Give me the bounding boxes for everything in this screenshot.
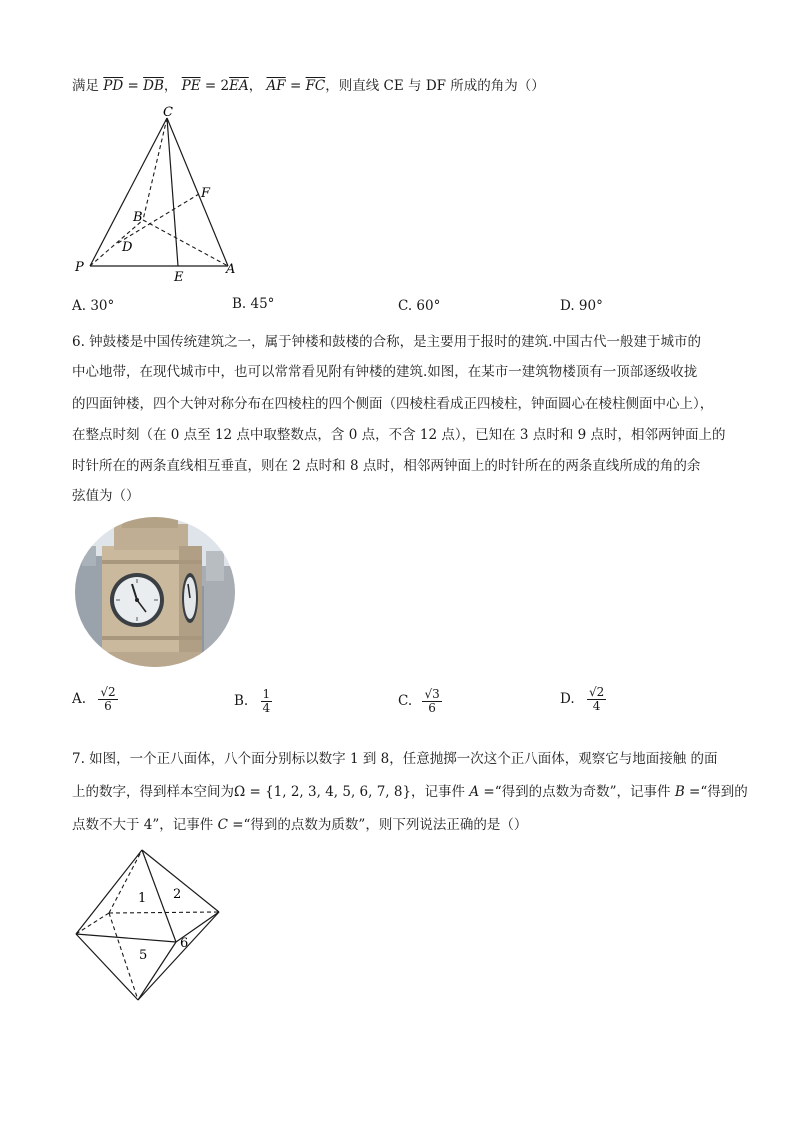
octahedron-figure — [72, 846, 228, 1006]
q5-option-a: A. 30° — [72, 298, 115, 314]
label-a: A — [226, 262, 236, 277]
label-d: D — [122, 240, 133, 255]
face-2-label: 2 — [173, 887, 182, 902]
q6-line-1: 6. 钟鼓楼是中国传统建筑之一，属于钟楼和鼓楼的合称，是主要用于报时的建筑.中国古代一般建于城市的 — [72, 334, 701, 350]
face-1-label: 1 — [138, 891, 147, 906]
pyramid-figure — [70, 104, 250, 284]
vector-pd: $\overline{PD}$ — [103, 78, 124, 94]
vector-fc: $\overline{FC}$ — [305, 78, 326, 94]
q7-line-3: 点数不大于 4”，记事件 C =“得到的点数为质数”，则下列说法正确的是（） — [72, 817, 528, 833]
q6-line-5: 时针所在的两条直线相互垂直，则在 2 点时和 8 点时，相邻两钟面上的时针所在的两条直线所成的角的余 — [72, 458, 701, 474]
vector-db: $\overline{DB}$ — [143, 78, 164, 94]
q5-option-c: C. 60° — [398, 298, 441, 314]
vector-af: $\overline{AF}$ — [266, 78, 286, 94]
q6-option-a: A. $\frac{√2}{6}$ — [72, 685, 116, 713]
fraction: $\frac{√3}{6}$ — [424, 687, 440, 715]
q6-line-6: 弦值为（） — [72, 488, 140, 504]
q6-option-d: D. $\frac{√2}{4}$ — [560, 685, 605, 713]
face-6-label: 6 — [180, 936, 189, 951]
q5-option-d: D. 90° — [560, 298, 603, 314]
vector-pe: $\overline{PE}$ — [181, 78, 201, 94]
label-f: F — [201, 186, 211, 201]
label-e: E — [174, 270, 184, 284]
q7-line-1: 7. 如图，一个正八面体，八个面分别标以数字 1 到 8，任意抛掷一次这个正八面体，观察它与地面接触 的面 — [72, 751, 718, 767]
q7-line-2: 上的数字，得到样本空间为Ω = {1, 2, 3, 4, 5, 6, 7, 8}，记事件 A =“得到的点数为奇数”，记事件 B =“得到的 — [72, 784, 748, 800]
clock-tower-photo — [74, 516, 236, 668]
fraction: $\frac{√2}{4}$ — [588, 685, 605, 713]
fraction: $\frac{1}{4}$ — [262, 687, 271, 715]
q6-option-b: B. $\frac{1}{4}$ — [234, 687, 271, 715]
q6-line-2: 中心地带，在现代城市中，也可以常常看见附有钟楼的建筑.如图，在某市一建筑物楼顶有一顶部逐级收拢 — [72, 364, 698, 380]
fraction: $\frac{√2}{6}$ — [100, 685, 116, 713]
q6-option-c: C. $\frac{√3}{6}$ — [398, 687, 440, 715]
label-p: P — [75, 260, 84, 275]
label-c: C — [163, 105, 173, 120]
q6-line-4: 在整点时刻（在 0 点至 12 点中取整数点，含 0 点，不含 12 点），已知在 3 点时和 9 点时，相邻两钟面上的 — [72, 427, 726, 443]
q5-option-b: B. 45° — [232, 296, 275, 312]
q5-condition-line: 满足 $\overline{PD} = \overline{DB}$， $\overline{PE} = 2\overline{EA}$， $\overline{AF} = \overline{FC}$，则直线 CE 与 DF 所成的角为（） — [72, 78, 545, 94]
face-5-label: 5 — [139, 948, 148, 963]
label-b: B — [133, 210, 143, 225]
q6-line-3: 的四面钟楼，四个大钟对称分布在四棱柱的四个侧面（四棱柱看成正四棱柱，钟面圆心在棱柱侧面中心上）， — [72, 396, 714, 412]
vector-ea: $\overline{EA}$ — [229, 78, 249, 94]
